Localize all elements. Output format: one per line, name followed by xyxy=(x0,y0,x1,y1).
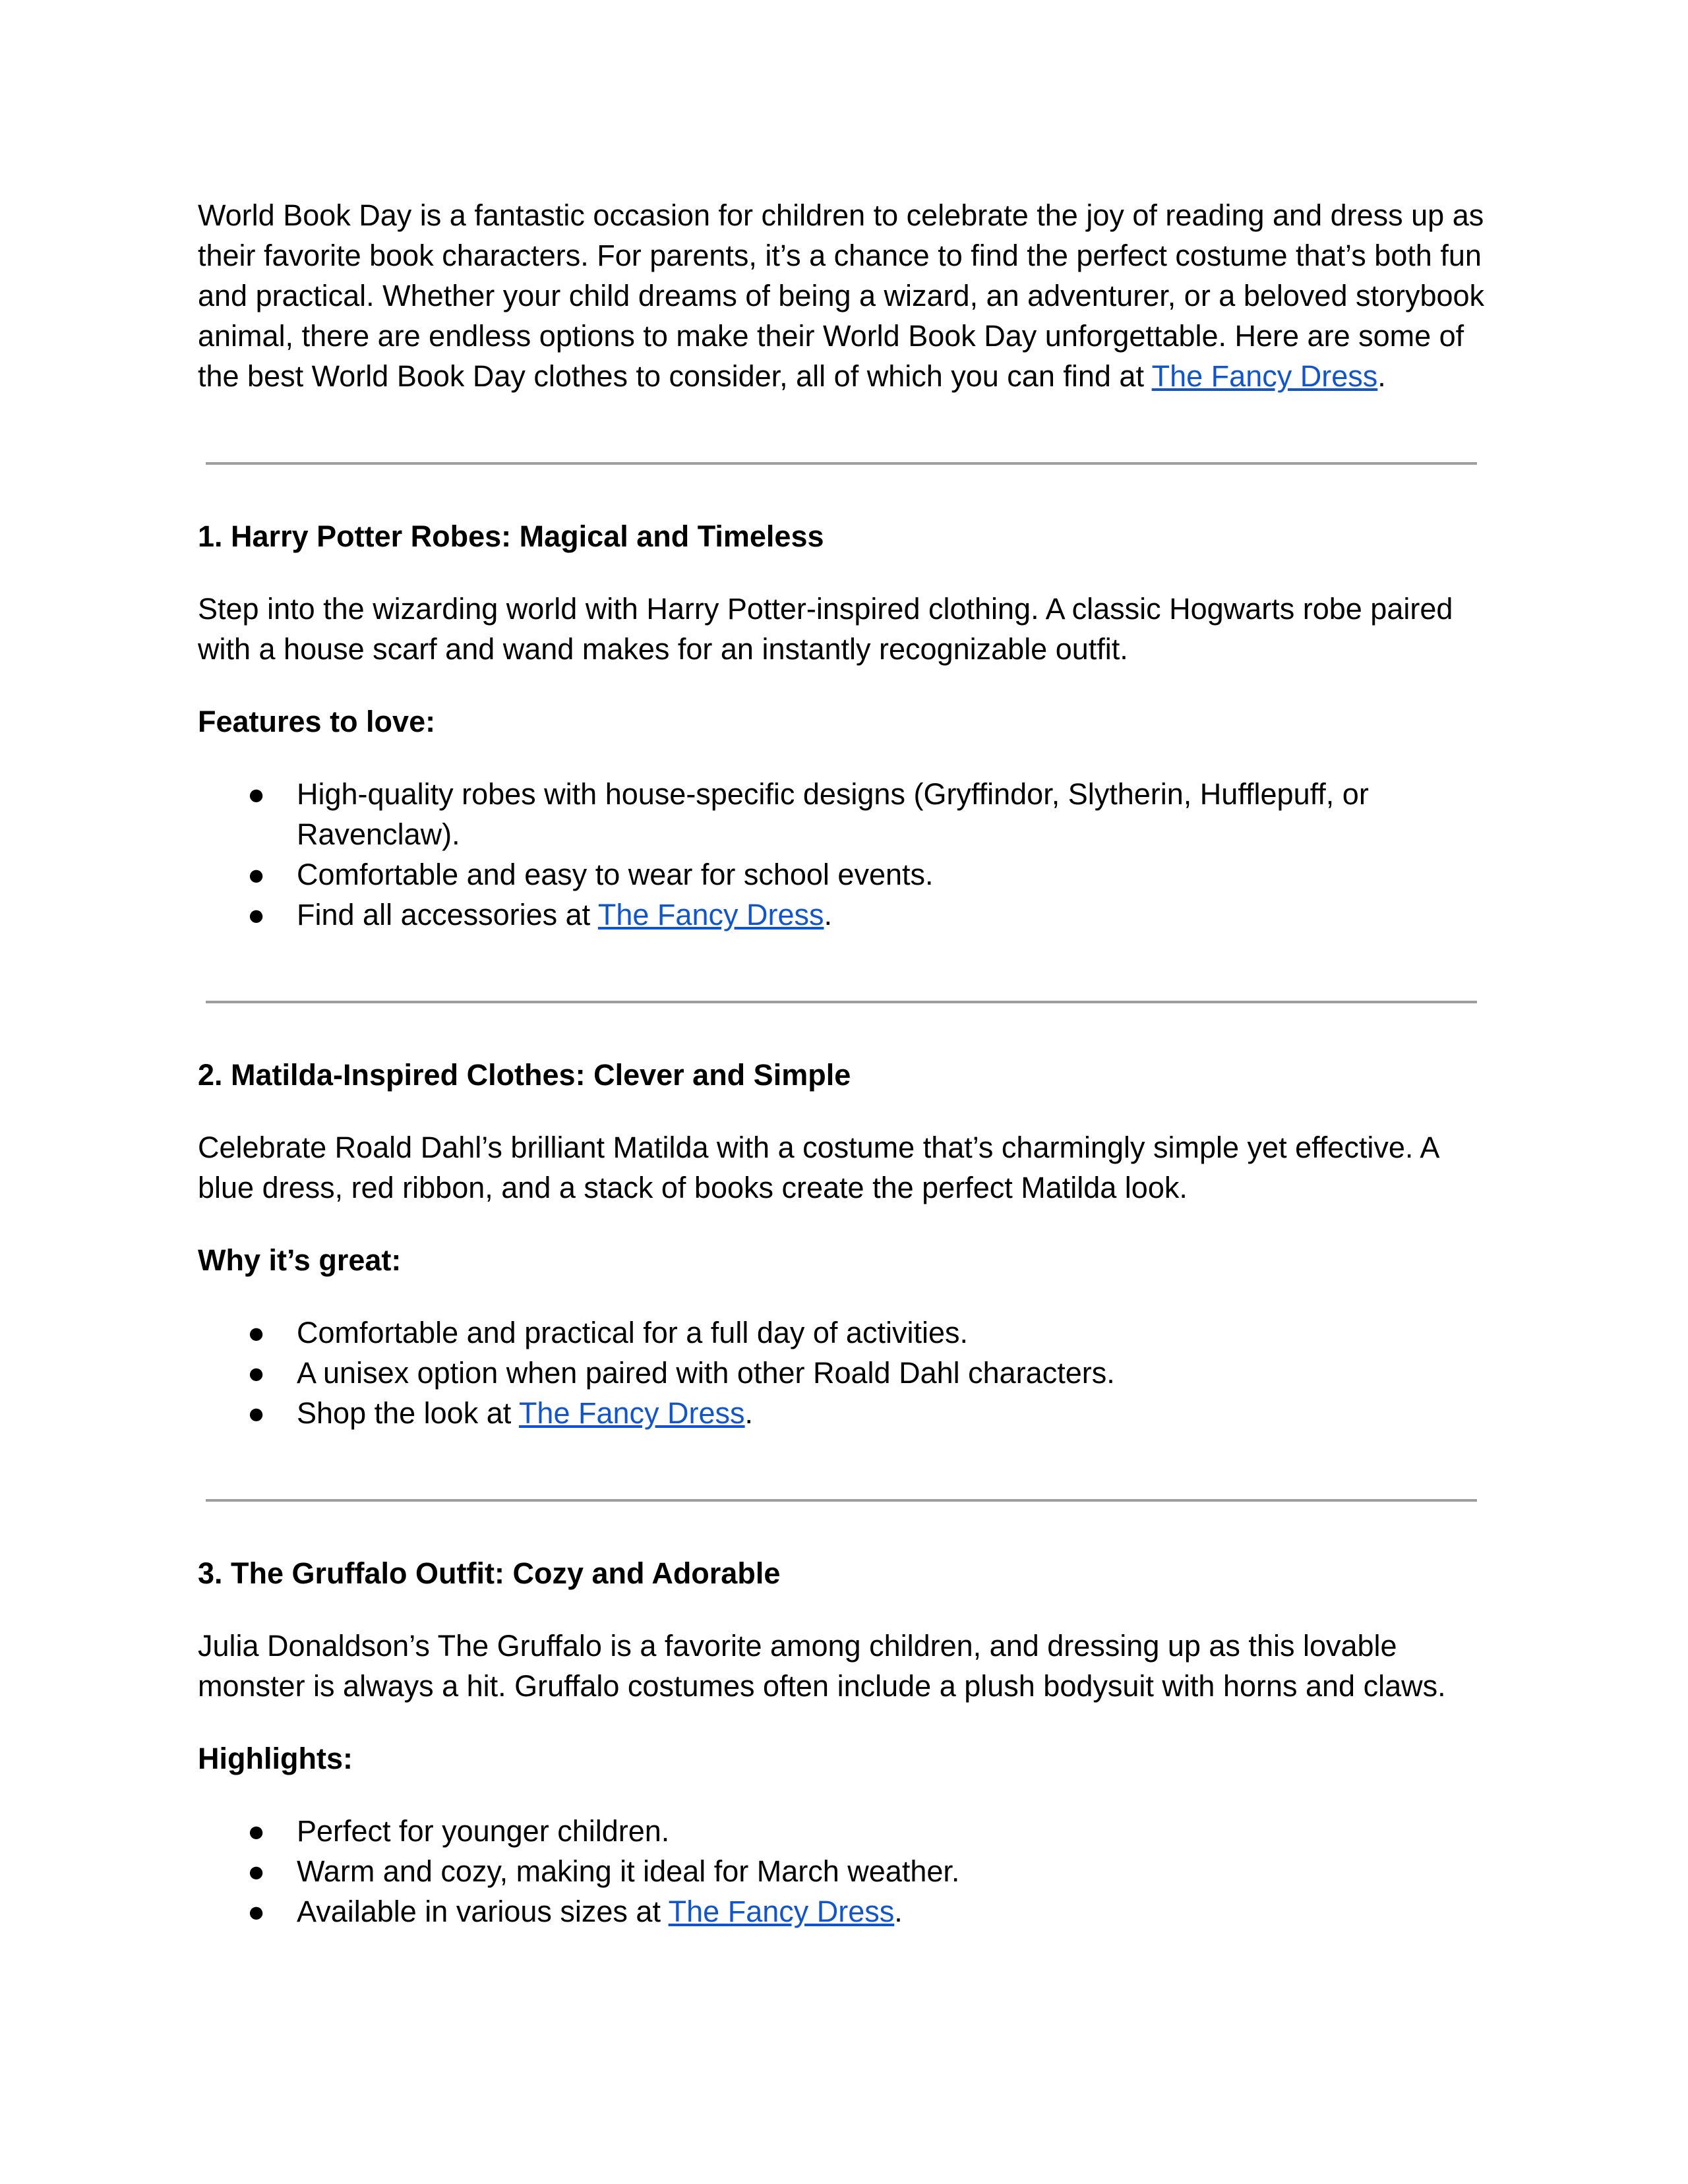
list-item xyxy=(198,1811,1490,1851)
list-item xyxy=(198,774,1490,854)
section-heading: 1. Harry Potter Robes: Magical and Timeless xyxy=(198,519,824,553)
section-heading: 2. Matilda-Inspired Clothes: Clever and Simple xyxy=(198,1058,851,1092)
list-item-text: Shop the look at xyxy=(297,1396,519,1430)
list-item-text: Find all accessories at xyxy=(297,898,598,931)
document-page xyxy=(198,195,1490,1932)
list-item-text: Comfortable and practical for a full day of activities. xyxy=(297,1316,968,1349)
section-body: Celebrate Roald Dahl’s brilliant Matilda with a costume that’s charmingly simple yet effective. A blue dress, red ribbon, and a stack of books create the perfect Matilda look. xyxy=(198,1131,1438,1204)
bullet-icon: ● xyxy=(247,1895,266,1928)
section-heading: 3. The Gruffalo Outfit: Cozy and Adorable xyxy=(198,1556,781,1590)
section-subheading: Highlights: xyxy=(198,1742,353,1775)
intro-text: World Book Day is a fantastic occasion for children to celebrate the joy of reading and dress up as their favorite book characters. For parents, it’s a chance to find the perfect costume that’s both fun and practical. Whether your child dreams of being a wizard, an adventurer, or a beloved storybook animal, there are endless options to make their World Book Day unforgettable. Here are some of the best World Book Day clothes to consider, all of which you can find at xyxy=(198,198,1485,393)
bullet-list xyxy=(198,774,1490,935)
section-subheading: Features to love: xyxy=(198,705,436,738)
fancy-dress-link[interactable]: The Fancy Dress xyxy=(518,1396,745,1430)
list-item xyxy=(198,1313,1490,1353)
list-item xyxy=(198,854,1490,895)
bullet-icon: ● xyxy=(247,777,266,811)
list-item xyxy=(198,1393,1490,1433)
bullet-list xyxy=(198,1811,1490,1932)
section-divider xyxy=(206,462,1477,465)
list-item xyxy=(198,1851,1490,1891)
bullet-icon: ● xyxy=(247,898,266,931)
bullet-icon: ● xyxy=(247,1814,266,1848)
list-item-text: Comfortable and easy to wear for school events. xyxy=(297,858,934,891)
list-item xyxy=(198,1891,1490,1932)
bullet-icon: ● xyxy=(247,1396,266,1430)
bullet-list xyxy=(198,1313,1490,1433)
list-item-end: . xyxy=(744,1396,754,1430)
section-subheading: Why it’s great: xyxy=(198,1243,402,1277)
section-divider xyxy=(206,1001,1477,1003)
bullet-icon: ● xyxy=(247,1854,266,1888)
section-divider xyxy=(206,1499,1477,1502)
intro-end: . xyxy=(1377,359,1386,393)
bullet-icon: ● xyxy=(247,1356,266,1390)
bullet-icon: ● xyxy=(247,1316,266,1349)
list-item-text: Available in various sizes at xyxy=(297,1895,669,1928)
list-item-end: . xyxy=(824,898,833,931)
list-item-end: . xyxy=(894,1895,903,1928)
list-item-text: Warm and cozy, making it ideal for March weather. xyxy=(297,1854,960,1888)
list-item-text: High-quality robes with house-specific designs (Gryffindor, Slytherin, Hufflepuff, or Ravenclaw). xyxy=(297,777,1369,851)
fancy-dress-link[interactable]: The Fancy Dress xyxy=(597,898,824,931)
list-item xyxy=(198,1353,1490,1393)
intro-link[interactable]: The Fancy Dress xyxy=(1151,359,1378,393)
section-body: Julia Donaldson’s The Gruffalo is a favorite among children, and dressing up as this lovable monster is always a hit. Gruffalo costumes often include a plush bodysuit with horns and claws. xyxy=(198,1629,1446,1703)
section-body: Step into the wizarding world with Harry Potter-inspired clothing. A classic Hogwarts robe paired with a house scarf and wand makes for an instantly recognizable outfit. xyxy=(198,592,1453,666)
list-item-text: Perfect for younger children. xyxy=(297,1814,670,1848)
list-item-text: A unisex option when paired with other Roald Dahl characters. xyxy=(297,1356,1115,1390)
intro-paragraph xyxy=(198,195,1490,396)
bullet-icon: ● xyxy=(247,858,266,891)
fancy-dress-link[interactable]: The Fancy Dress xyxy=(668,1895,895,1928)
list-item xyxy=(198,895,1490,935)
